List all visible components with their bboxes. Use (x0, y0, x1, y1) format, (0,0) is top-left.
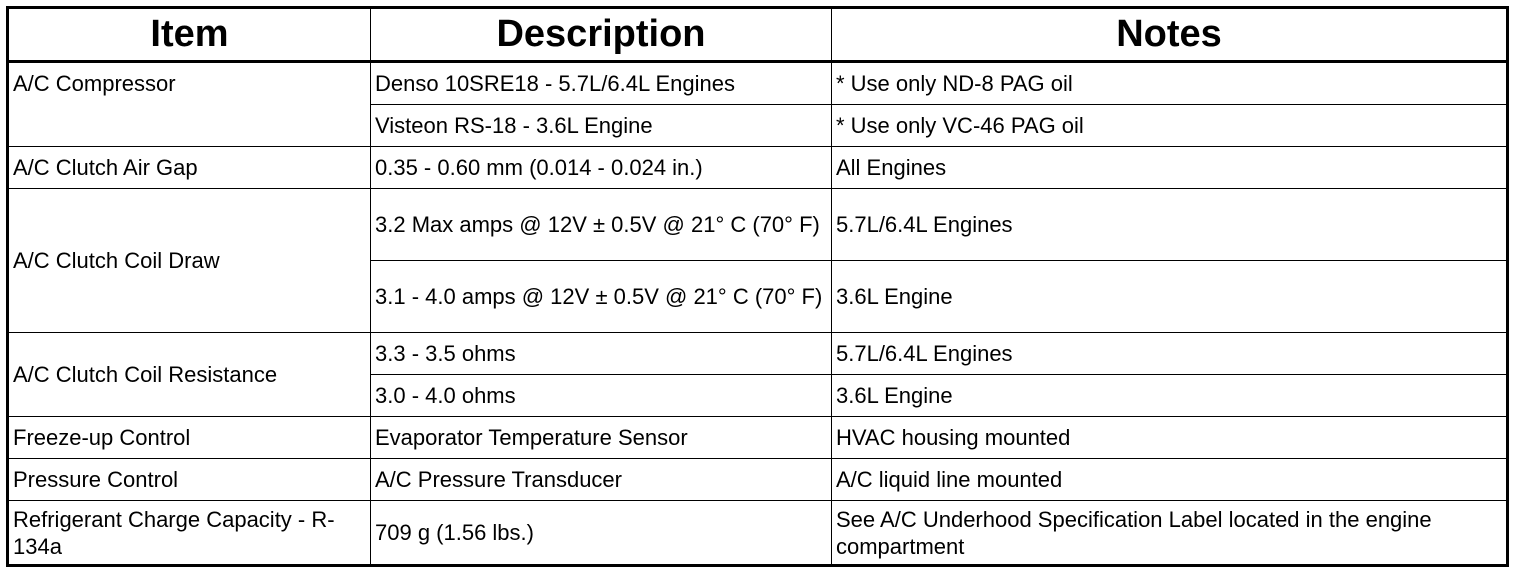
notes-cell: * Use only VC-46 PAG oil (832, 105, 1508, 147)
notes-cell: See A/C Underhood Specification Label located in the engine compartment (832, 501, 1508, 566)
item-cell: A/C Clutch Coil Draw (8, 189, 371, 333)
notes-cell: 3.6L Engine (832, 261, 1508, 333)
item-cell: A/C Clutch Coil Resistance (8, 333, 371, 417)
table-row (8, 147, 1508, 189)
item-cell: Pressure Control (8, 459, 371, 501)
notes-cell: HVAC housing mounted (832, 417, 1508, 459)
table-row (8, 417, 1508, 459)
item-cell: Refrigerant Charge Capacity - R-134a (8, 501, 371, 566)
description-cell: Denso 10SRE18 - 5.7L/6.4L Engines (371, 62, 832, 105)
description-cell: A/C Pressure Transducer (371, 459, 832, 501)
item-cell: A/C Clutch Air Gap (8, 147, 371, 189)
table-row (8, 501, 1508, 566)
header-description: Description (371, 8, 832, 62)
header-notes: Notes (832, 8, 1508, 62)
item-cell: Freeze-up Control (8, 417, 371, 459)
notes-cell: A/C liquid line mounted (832, 459, 1508, 501)
table-row (8, 189, 1508, 261)
notes-cell: * Use only ND-8 PAG oil (832, 62, 1508, 105)
description-cell: 3.1 - 4.0 amps @ 12V ± 0.5V @ 21° C (70° F) (371, 261, 832, 333)
description-cell: Visteon RS-18 - 3.6L Engine (371, 105, 832, 147)
table-row (8, 333, 1508, 375)
notes-cell: 3.6L Engine (832, 375, 1508, 417)
description-cell: 3.2 Max amps @ 12V ± 0.5V @ 21° C (70° F) (371, 189, 832, 261)
table-row (8, 459, 1508, 501)
description-cell: 0.35 - 0.60 mm (0.014 - 0.024 in.) (371, 147, 832, 189)
description-cell: Evaporator Temperature Sensor (371, 417, 832, 459)
item-cell: A/C Compressor (8, 62, 371, 147)
header-row (8, 8, 1508, 62)
notes-cell: 5.7L/6.4L Engines (832, 189, 1508, 261)
header-item: Item (8, 8, 371, 62)
description-cell: 3.3 - 3.5 ohms (371, 333, 832, 375)
specification-table (6, 6, 1509, 567)
notes-cell: All Engines (832, 147, 1508, 189)
description-cell: 709 g (1.56 lbs.) (371, 501, 832, 566)
description-cell: 3.0 - 4.0 ohms (371, 375, 832, 417)
table-row (8, 62, 1508, 105)
notes-cell: 5.7L/6.4L Engines (832, 333, 1508, 375)
